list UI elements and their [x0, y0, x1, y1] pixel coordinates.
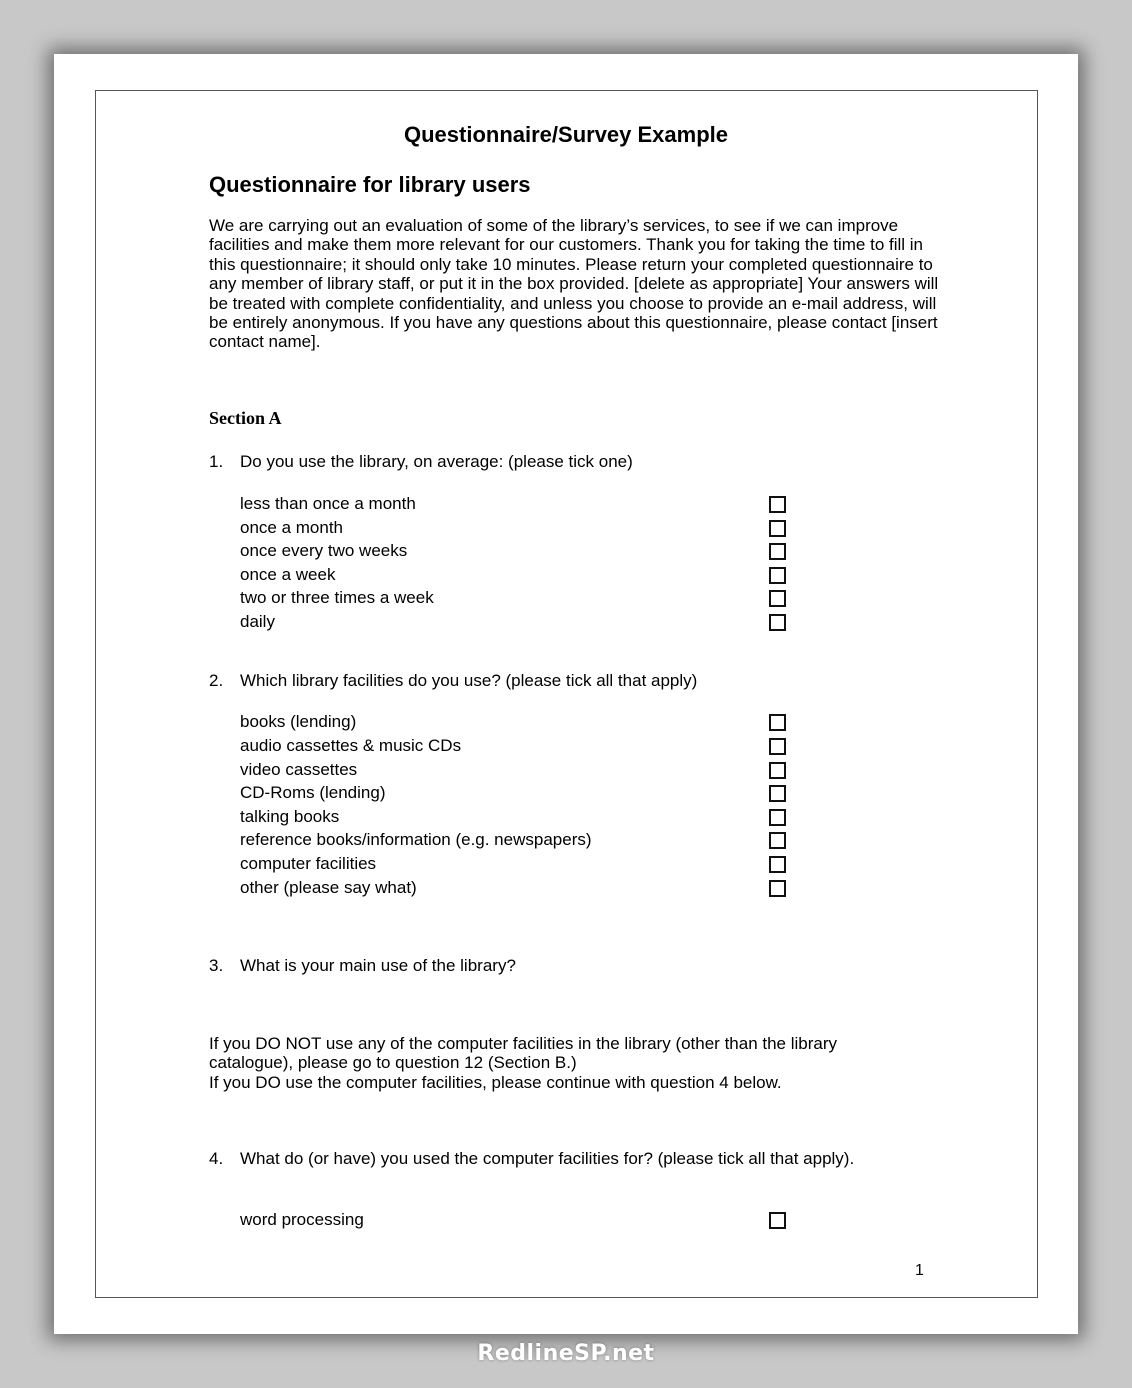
- checkbox[interactable]: [769, 496, 786, 513]
- intro-paragraph: We are carrying out an evaluation of some of the library’s services, to see if we can improve facilities and make them more relevant for our customers. Thank you for taking the time to fill in this questionnaire; it should only take 10 minutes. Please return your completed questionnaire to any member of library staff, or put it in the box provided. [delete as appropriate] Your answers will be treated with complete confidentiality, and unless you choose to provide an e-mail address, will be entirely anonymous. If you have any questions about this questionnaire, please contact [insert contact name].: [209, 216, 939, 352]
- q1-option: [240, 610, 800, 633]
- q1-option: [240, 539, 800, 562]
- questionnaire-heading: Questionnaire for library users: [209, 172, 531, 197]
- checkbox[interactable]: [769, 714, 786, 731]
- checkbox[interactable]: [769, 856, 786, 873]
- question-text: Do you use the library, on average: (please tick one): [240, 452, 633, 471]
- option-label: video cassettes: [240, 760, 358, 779]
- q2-option: [240, 876, 800, 899]
- option-label: talking books: [240, 807, 340, 826]
- document-title: Questionnaire/Survey Example: [403, 122, 729, 147]
- option-label: audio cassettes & music CDs: [240, 736, 462, 755]
- q1-option: [240, 516, 800, 539]
- question-text: Which library facilities do you use? (please tick all that apply): [240, 671, 698, 690]
- option-label: two or three times a week: [240, 588, 434, 607]
- option-label: less than once a month: [240, 494, 416, 513]
- routing-note-line: If you DO use the computer facilities, please continue with question 4 below.: [209, 1072, 782, 1092]
- q2-option: [240, 734, 800, 757]
- option-label: once a month: [240, 518, 344, 537]
- site-watermark: RedlineSP.net: [477, 1341, 655, 1366]
- option-label: CD-Roms (lending): [240, 783, 386, 802]
- option-label: computer facilities: [240, 854, 377, 873]
- option-label: word processing: [240, 1210, 364, 1229]
- checkbox[interactable]: [769, 520, 786, 537]
- checkbox[interactable]: [769, 738, 786, 755]
- q2-option: [240, 852, 800, 875]
- checkbox[interactable]: [769, 614, 786, 631]
- document-page: [54, 54, 1078, 1334]
- checkbox[interactable]: [769, 880, 786, 897]
- page-number: 1: [915, 1262, 924, 1279]
- option-label: once a week: [240, 565, 336, 584]
- checkbox[interactable]: [769, 809, 786, 826]
- checkbox[interactable]: [769, 832, 786, 849]
- option-label: other (please say what): [240, 878, 417, 897]
- option-label: once every two weeks: [240, 541, 408, 560]
- q4-option: [240, 1208, 800, 1231]
- checkbox[interactable]: [769, 785, 786, 802]
- q2-option: [240, 828, 800, 851]
- question-text: What do (or have) you used the computer facilities for? (please tick all that apply).: [240, 1149, 855, 1168]
- option-label: books (lending): [240, 712, 357, 731]
- q2-option: [240, 758, 800, 781]
- question-4: [209, 1149, 889, 1168]
- checkbox[interactable]: [769, 762, 786, 779]
- checkbox[interactable]: [769, 590, 786, 607]
- q1-option: [240, 492, 800, 515]
- q2-option: [240, 781, 800, 804]
- checkbox[interactable]: [769, 543, 786, 560]
- question-number: 3.: [209, 956, 224, 975]
- q2-option: [240, 710, 800, 733]
- question-2: [209, 671, 889, 690]
- q2-option: [240, 805, 800, 828]
- option-label: daily: [240, 612, 275, 631]
- routing-note-line: If you DO NOT use any of the computer facilities in the library (other than the library catalogue), please go to question 12 (Section B.): [209, 1034, 838, 1073]
- question-number: 2.: [209, 671, 224, 690]
- checkbox[interactable]: [769, 567, 786, 584]
- question-number: 4.: [209, 1149, 224, 1168]
- section-heading: Section A: [209, 408, 282, 428]
- option-label: reference books/information (e.g. newspapers): [240, 830, 592, 849]
- checkbox[interactable]: [769, 1212, 786, 1229]
- q1-option: [240, 586, 800, 609]
- question-3: [209, 956, 889, 975]
- routing-note: [209, 1034, 839, 1092]
- q1-option: [240, 563, 800, 586]
- question-text: What is your main use of the library?: [240, 956, 516, 975]
- question-number: 1.: [209, 452, 224, 471]
- question-1: [209, 452, 889, 471]
